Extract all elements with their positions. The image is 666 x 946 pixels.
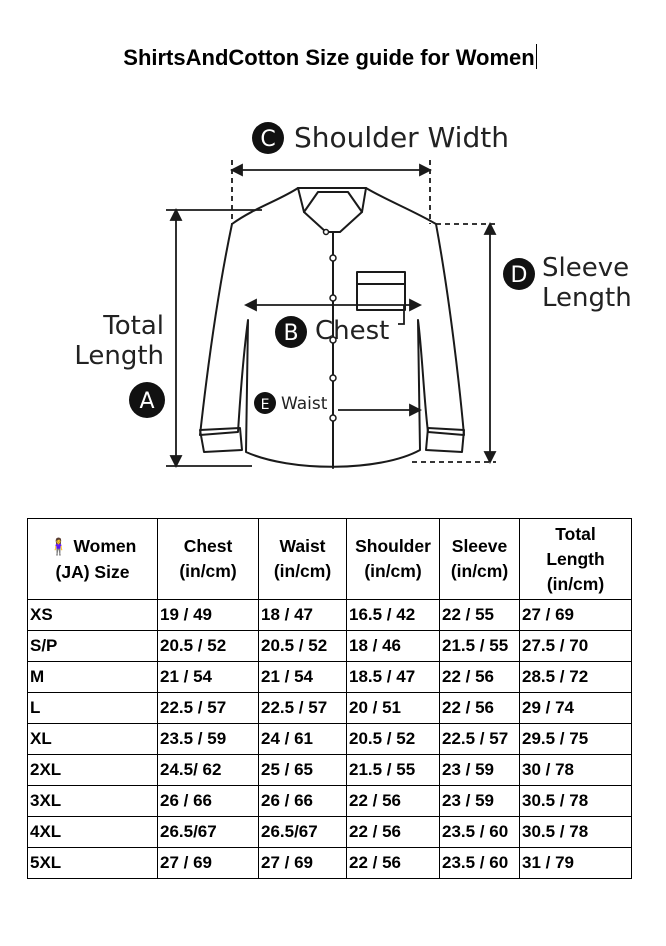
header-size: 🧍‍♀️ Women (JA) Size [28, 519, 158, 600]
cell-waist: 21 / 54 [259, 662, 347, 693]
cell-sleeve: 23 / 59 [440, 786, 520, 817]
cell-shoulder: 16.5 / 42 [347, 600, 440, 631]
cell-chest: 22.5 / 57 [158, 693, 259, 724]
svg-text:Sleeve: Sleeve [542, 253, 630, 283]
header-sleeve: Sleeve (in/cm) [440, 519, 520, 600]
cell-chest: 26.5/67 [158, 817, 259, 848]
cell-sleeve: 22 / 56 [440, 693, 520, 724]
woman-icon: 🧍‍♀️ [48, 538, 69, 556]
svg-text:Shoulder Width: Shoulder Width [294, 121, 509, 154]
cell-shoulder: 21.5 / 55 [347, 755, 440, 786]
table-header-row [28, 519, 632, 600]
cell-waist: 24 / 61 [259, 724, 347, 755]
table-row [28, 755, 632, 786]
header-chest: Chest (in/cm) [158, 519, 259, 600]
svg-text:E: E [260, 397, 270, 413]
shirt-measurement-diagram [0, 100, 666, 500]
table-row [28, 848, 632, 879]
svg-text:B: B [283, 321, 299, 346]
cell-chest: 24.5/ 62 [158, 755, 259, 786]
chest-label [275, 316, 389, 348]
text-cursor [536, 44, 537, 69]
cell-size: M [28, 662, 158, 693]
cell-total-length: 29.5 / 75 [520, 724, 632, 755]
cell-sleeve: 22 / 56 [440, 662, 520, 693]
cell-sleeve: 23.5 / 60 [440, 817, 520, 848]
svg-text:Length: Length [542, 283, 632, 313]
sleeve-length-label [503, 253, 632, 313]
waist-label [254, 392, 328, 414]
cell-chest: 27 / 69 [158, 848, 259, 879]
cell-shoulder: 20 / 51 [347, 693, 440, 724]
cell-total-length: 30.5 / 78 [520, 817, 632, 848]
cell-sleeve: 22 / 55 [440, 600, 520, 631]
cell-shoulder: 20.5 / 52 [347, 724, 440, 755]
svg-text:Total: Total [103, 311, 164, 341]
cell-sleeve: 21.5 / 55 [440, 631, 520, 662]
table-row [28, 817, 632, 848]
table-row [28, 693, 632, 724]
cell-shoulder: 18 / 46 [347, 631, 440, 662]
cell-chest: 23.5 / 59 [158, 724, 259, 755]
cell-sleeve: 22.5 / 57 [440, 724, 520, 755]
cell-chest: 26 / 66 [158, 786, 259, 817]
cell-size: L [28, 693, 158, 724]
table-row [28, 786, 632, 817]
cell-total-length: 28.5 / 72 [520, 662, 632, 693]
cell-sleeve: 23.5 / 60 [440, 848, 520, 879]
cell-size: S/P [28, 631, 158, 662]
cell-total-length: 30.5 / 78 [520, 786, 632, 817]
total-length-label [74, 311, 165, 418]
cell-size: 2XL [28, 755, 158, 786]
svg-text:A: A [139, 389, 155, 414]
cell-size: 5XL [28, 848, 158, 879]
cell-total-length: 29 / 74 [520, 693, 632, 724]
cell-sleeve: 23 / 59 [440, 755, 520, 786]
cell-total-length: 27 / 69 [520, 600, 632, 631]
svg-text:D: D [510, 263, 528, 288]
cell-shoulder: 22 / 56 [347, 817, 440, 848]
cell-chest: 19 / 49 [158, 600, 259, 631]
svg-text:Waist: Waist [281, 394, 328, 414]
table-row [28, 662, 632, 693]
svg-text:C: C [260, 127, 276, 152]
table-row [28, 600, 632, 631]
header-shoulder: Shoulder (in/cm) [347, 519, 440, 600]
cell-waist: 18 / 47 [259, 600, 347, 631]
svg-text:Length: Length [74, 341, 164, 371]
cell-shoulder: 18.5 / 47 [347, 662, 440, 693]
cell-size: 4XL [28, 817, 158, 848]
cell-chest: 20.5 / 52 [158, 631, 259, 662]
page-title[interactable]: ShirtsAndCotton Size guide for Women [123, 45, 535, 70]
size-chart-table [27, 518, 632, 879]
shoulder-width-label [252, 121, 509, 154]
cell-waist: 25 / 65 [259, 755, 347, 786]
cell-waist: 20.5 / 52 [259, 631, 347, 662]
cell-size: XL [28, 724, 158, 755]
table-row [28, 724, 632, 755]
cell-size: 3XL [28, 786, 158, 817]
cell-size: XS [28, 600, 158, 631]
header-total-length: Total Length (in/cm) [520, 519, 632, 600]
cell-waist: 26.5/67 [259, 817, 347, 848]
svg-text:Chest: Chest [315, 316, 390, 346]
cell-total-length: 30 / 78 [520, 755, 632, 786]
cell-waist: 27 / 69 [259, 848, 347, 879]
cell-total-length: 31 / 79 [520, 848, 632, 879]
header-waist: Waist (in/cm) [259, 519, 347, 600]
cell-shoulder: 22 / 56 [347, 848, 440, 879]
table-row [28, 631, 632, 662]
cell-shoulder: 22 / 56 [347, 786, 440, 817]
cell-total-length: 27.5 / 70 [520, 631, 632, 662]
cell-waist: 26 / 66 [259, 786, 347, 817]
cell-waist: 22.5 / 57 [259, 693, 347, 724]
cell-chest: 21 / 54 [158, 662, 259, 693]
